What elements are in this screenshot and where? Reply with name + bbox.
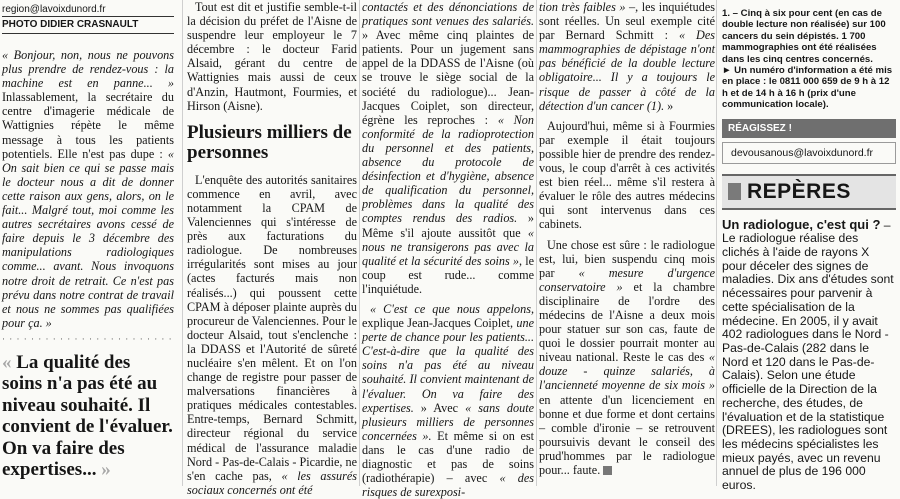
photo-credit: PHOTO DIDIER CRASNAULT: [2, 19, 174, 34]
column-rule: [359, 0, 360, 486]
lede-text: Inlassablement, la secrétaire du centre d'imagerie médicale de Wattignies répète le même message à tous les patients potentiels. Elle n'est pas dupe :: [2, 90, 174, 161]
reader-email-link[interactable]: devousanous@lavoixdunord.fr: [722, 142, 896, 164]
pull-quote: [2, 352, 174, 481]
risk-quote: « des risques de surexposi-: [362, 471, 534, 499]
coiplet-text-2: Et même si on est dans le cas d'une radio de diagnostic et pas de soins (radiothérapie) – avec: [362, 428, 534, 486]
reperes-banner: [722, 174, 896, 210]
sidebar-answer: – Le radiologue réalise des clichés à l'aide de rayons X pour déceler des signes de maladies. Dix ans d'études sont nécessaires pour parvenir à cette spécialisation de la médecine. En 2005, il y avait 402 radiologues dans le Nord - Pas-de-Calais (282 dans le Nord et 120 dans le Pas-de-Calais). Selon une étude officielle de la Direction de la recherche, des études, de l'évaluation et de la statistique (DREES), les radiologues sont les médecins spécialistes les mieux payés, avec un revenu annuel de plus de 196 000 euros.: [722, 217, 894, 493]
coiplet-attribution: explique Jean-Jacques Coiplet,: [362, 316, 517, 331]
risk-quote-end: tion très faibles »: [539, 0, 626, 14]
coiplet-quote: « C'est ce que nous appelons,: [370, 301, 534, 316]
urgency-quote: « mesure d'urgence conservatoire »: [539, 265, 715, 294]
pull-quote-text: La qualité des soins n'a pas été au niveau souhaité. Il convient de l'évaluer. On va faire des expertises...: [2, 351, 173, 481]
sidebar-question: Un radiologue, c'est qui ?: [722, 216, 881, 232]
sidebar: [718, 0, 900, 493]
thousands-quote: « sans doute plusieurs milliers de personnes concernées ».: [362, 400, 535, 443]
secretary-quote-continued: Malgré tout, moi comme les autres secrétaires avons cessé de faire depuis le 3 décembre des manipulations radiologiques comme... avant. Nous invoquons notre droit de retrait. Ce n'est pas prévu dans notre contrat de travail et nous ne sommes pas qualifiées pour ça. »: [2, 203, 174, 330]
region-email: region@lavoixdunord.fr: [2, 4, 174, 17]
lede-quote: « Bonjour, non, nous ne pouvons plus prendre de rendez-vous : la machine est en panne... »: [2, 48, 174, 91]
paragraph-prefect-decision: Tout est dit et justifie semble-t-il la décision du préfet de l'Aisne de suspendre leur employeur le 7 décembre : le docteur Farid Alsaid, gérant du centre de Wattignies mais aussi de ceux d'Anzin, Hautmont, Fourmies, et Hirson (Aisne).: [187, 0, 357, 113]
coiplet-text: » Avec: [413, 400, 466, 415]
column-rule: [182, 0, 183, 486]
paragraph-coiplet: [362, 302, 534, 499]
radiologist-sidebar-text: [722, 218, 896, 493]
article-lede-paragraph: [2, 48, 174, 330]
reagissez-banner: RÉAGISSEZ !: [722, 119, 896, 138]
paragraph-ddass: [362, 0, 534, 296]
mammography-quote: « Des mammographies de dépistage n'ont pas bénéficié de la double lecture obligatoire... Il y a toujours le risque de passer à côté de la détection d'un cancer (1).: [539, 28, 715, 113]
secretary-quote: « On sait bien ce qui se passe mais le docteur nous a dit de donner cette raison aux gens, alors, on le fait...: [2, 146, 174, 218]
quote-end: »: [664, 98, 674, 113]
column-4: [539, 0, 715, 486]
complaints-quote: contactés et des dénonciations de pratiques sont venues des salariés.: [362, 0, 534, 29]
info-line-note: ► Un numéro d'information a été mis en place : le 0811 000 659 de 9 h à 12 h et de 14 h à 16 h (prix d'une communication locale).: [722, 65, 893, 111]
paragraph-investigation: [187, 173, 357, 497]
coiplet-quote-2: une perte de chance pour les patients... C'est-à-dire que la qualité des soins n'a pas été au niveau souhaité. Il convient maintenant de l'évaluer. On va faire des expertises.: [362, 316, 534, 415]
column-rule: [716, 0, 717, 486]
risks-text: –, les inquiétudes sont réelles. Un seul exemple cité par Bernard Schmitt :: [539, 0, 715, 43]
paragraph-suspension: [539, 238, 715, 478]
investigation-quote: « les assurés sociaux concernés ont été: [187, 468, 358, 497]
footnote: 1. – Cinq à six pour cent (en cas de double lecture non réalisée) sur 100 cancers du sein dépistés. 1 700 mammographies ont été réalisées dans les cinq centres concernés.: [722, 8, 886, 65]
reproaches-quote: « Non conformité de la radioprotection du personnel et des patients, absence du protocole de désinfection et d'hygiène, absence de qualification du personnel, problèmes dans la qualité des comptes rendus des radios.: [362, 112, 534, 226]
column-3: [362, 0, 535, 499]
investigation-text: L'enquête des autorités sanitaires commence en avril, avec notamment la CPAM de Valenciennes qui s'intéresse de près aux facturations du radiologue. De nombreuses irrégularités sont mises au jour (actes facturés mais non réalisés...) qui poussent cette CPAM à déposer plainte auprès du procureur de Valenciennes. Pour le docteur Alsaid, tout s'enclenche : la DDASS et l'Autorité de sûreté nucléaire s'en mêlent. Et on l'on change de registre pour passer de malversations financières à pratiques médicales contestables. Entre-temps, Bernard Schmitt, directeur régional du service médical de l'assurance maladie Nord - Pas-de-Calais - Picardie, ne s'en cache pas,: [187, 172, 357, 483]
quote-close-icon: »: [101, 459, 111, 481]
suspension-text-2: et la chambre disciplinaire de l'ordre des médecins de l'Aisne a deux mois pour statuer sur son cas, faute de quoi le dossier pourrait monter au niveau national. Reste le cas des: [539, 279, 716, 365]
end-of-article-icon: [603, 466, 612, 475]
reperes-title: REPÈRES: [747, 179, 851, 203]
ddass-text: » Avec même cinq plaintes de patients. Pour un jugement sans appel de la DDASS de l'Aisne (où se trouve le siège social de la société du radiologue)... Jean-Jacques Coiplet, son directeur, égrène les reproches :: [362, 28, 534, 127]
square-icon: [728, 183, 741, 200]
quality-quote: « nous ne transigerons pas avec la qualité et la sécurité des soins »: [362, 225, 534, 268]
subheading: Plusieurs milliers de personnes: [187, 121, 352, 163]
suspension-text-3: en attente d'un licenciement en bonne et due forme et dont certains – comble d'ironie – se retrouvent poursuivis devant le conseil des prud'hommes par le radiologue pour... faute.: [539, 392, 715, 477]
employees-quote: « douze - quinze salariés, à l'ancienneté moyenne de six mois »: [539, 350, 715, 393]
column-2: [187, 0, 358, 497]
column-rule: [536, 0, 537, 486]
column-1: [0, 0, 178, 486]
quote-open-icon: «: [2, 351, 12, 373]
ddass-end: , le coup est rude... comme l'inquiétude.: [362, 253, 535, 296]
ddass-tail: » Même s'il ajoute aussitôt que: [362, 211, 535, 240]
paragraph-today: Aujourd'hui, même si à Fourmies par exemple il était toujours possible hier de prendre des rendez-vous, le coup d'arrêt à ces activités est bien réel... même s'il restera à évaluer le rôle des autres médecins qui sont intervenus dans ces cabinets.: [539, 118, 715, 232]
suspension-text: Une chose est sûre : le radiologue est, lui, bien suspendu cinq mois par: [539, 237, 715, 280]
paragraph-risks: [539, 0, 715, 113]
separator-dots: · · · · · · · · · · · · · · · · · · · · · · · ·: [2, 333, 173, 344]
